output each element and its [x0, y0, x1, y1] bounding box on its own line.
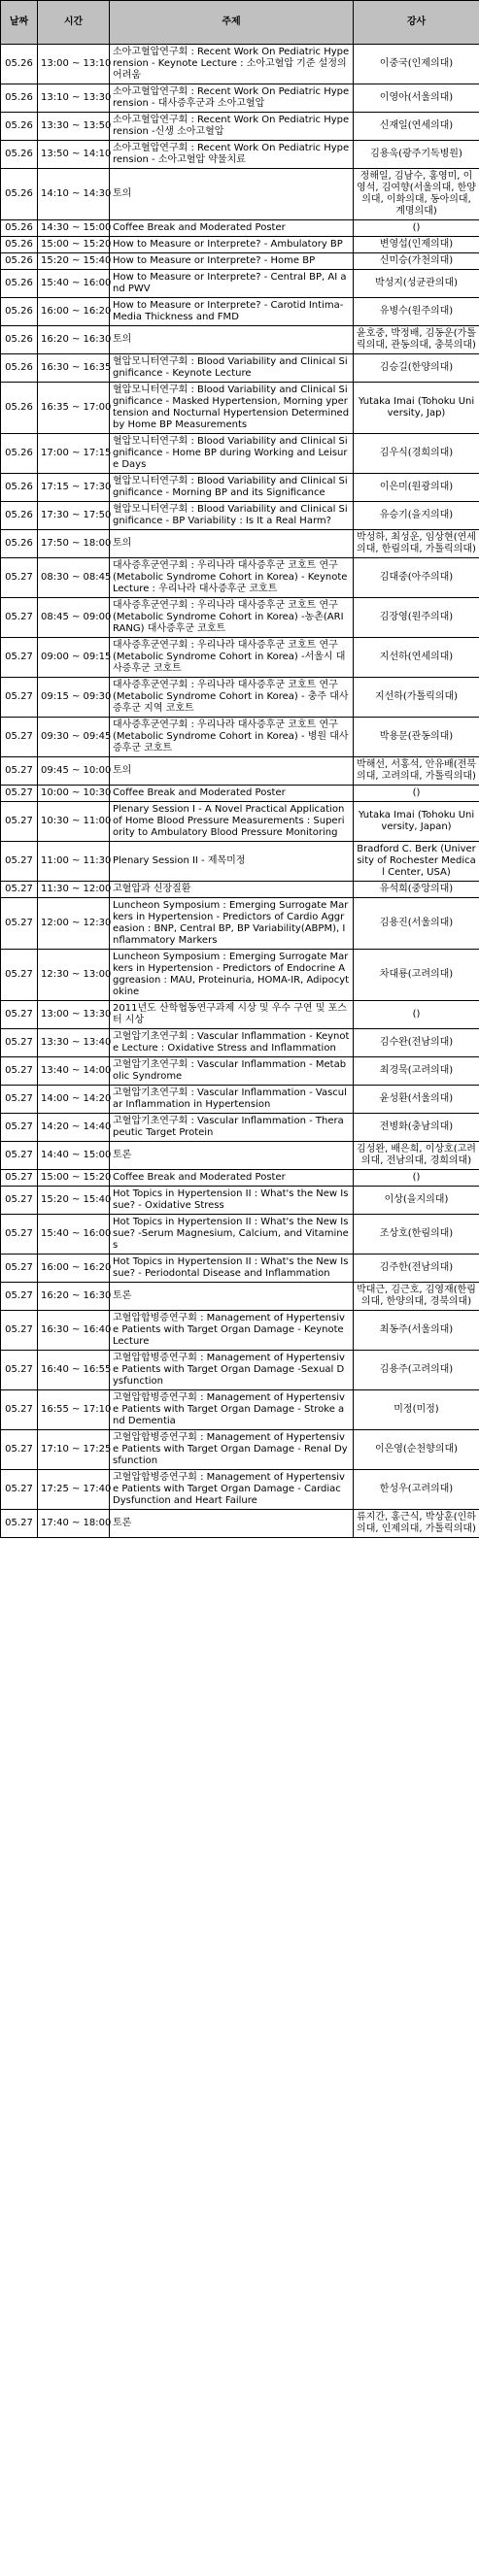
cell-date: 05.26 [1, 237, 38, 253]
table-row [1, 1430, 479, 1470]
cell-time: 16:20 ~ 16:30 [38, 326, 110, 354]
cell-time: 11:30 ~ 12:00 [38, 882, 110, 898]
cell-topic: Luncheon Symposium : Emerging Surrogate Markers in Hypertension - Predictors of Endocrine Aggreasion : MAU, Proteinuria, HOMA-IR, Adipocytokine [110, 950, 354, 1001]
table-row [1, 598, 479, 638]
cell-speaker: 신미승(가천의대) [354, 253, 479, 270]
cell-time: 13:30 ~ 13:50 [38, 113, 110, 141]
cell-speaker: Yutaka Imai (Tohoku University, Jap) [354, 383, 479, 434]
cell-date: 05.27 [1, 1114, 38, 1142]
cell-time: 11:00 ~ 11:30 [38, 842, 110, 882]
cell-speaker: 이은미(원광의대) [354, 474, 479, 502]
cell-speaker: 이영아(서울의대) [354, 84, 479, 113]
cell-time: 17:25 ~ 17:40 [38, 1470, 110, 1510]
table-row [1, 141, 479, 169]
cell-date: 05.27 [1, 1215, 38, 1255]
cell-date: 05.26 [1, 141, 38, 169]
cell-speaker: 박해선, 서홍석, 안유배(전북의대, 고려의대, 가톨릭의대) [354, 757, 479, 786]
cell-topic: Hot Topics in Hypertension II : What's the New Issue? - Periodontal Disease and Inflammation [110, 1255, 354, 1283]
cell-date: 05.27 [1, 1187, 38, 1215]
cell-topic: 혈압모니터연구회 : Blood Variability and Clinical Significance - Home BP during Working and Leisure Days [110, 434, 354, 474]
table-row [1, 169, 479, 220]
cell-date: 05.27 [1, 1390, 38, 1430]
cell-topic: 혈압모니터연구회 : Blood Variability and Clinical Significance - Morning BP and its Significance [110, 474, 354, 502]
cell-time: 13:30 ~ 13:40 [38, 1029, 110, 1057]
cell-topic: 토의 [110, 326, 354, 354]
table-row [1, 1029, 479, 1057]
cell-topic: 대사증후군연구회 : 우리나라 대사증후군 코호트 연구(Metabolic Syndrome Cohort in Korea) - 병원 대사증후군 코호트 [110, 718, 354, 757]
cell-time: 13:00 ~ 13:30 [38, 1001, 110, 1029]
table-row [1, 802, 479, 842]
cell-topic: 대사증후군연구회 : 우리나라 대사증후군 코호트 연구(Metabolic Syndrome Cohort in Korea) -농촌(ARIRANG) 대사증후군 코호트 [110, 598, 354, 638]
cell-date: 05.27 [1, 1142, 38, 1170]
cell-date: 05.26 [1, 354, 38, 383]
cell-date: 05.27 [1, 950, 38, 1001]
cell-topic: How to Measure or Interprete? - Carotid Intima-Media Thickness and FMD [110, 298, 354, 326]
cell-time: 09:30 ~ 09:45 [38, 718, 110, 757]
cell-time: 13:40 ~ 14:00 [38, 1057, 110, 1086]
cell-time: 16:00 ~ 16:20 [38, 298, 110, 326]
cell-topic: 토의 [110, 757, 354, 786]
table-row [1, 950, 479, 1001]
cell-time: 16:35 ~ 17:00 [38, 383, 110, 434]
cell-time: 08:45 ~ 09:00 [38, 598, 110, 638]
cell-speaker: 유석희(중앙의대) [354, 882, 479, 898]
table-row [1, 270, 479, 298]
cell-topic: 고혈압과 신장질환 [110, 882, 354, 898]
cell-speaker: 신재일(연세의대) [354, 113, 479, 141]
header-row [1, 1, 479, 45]
cell-date: 05.27 [1, 638, 38, 678]
cell-time: 14:00 ~ 14:20 [38, 1086, 110, 1114]
cell-time: 10:00 ~ 10:30 [38, 786, 110, 802]
cell-time: 12:00 ~ 12:30 [38, 898, 110, 950]
cell-topic: 고혈압기초연구회 : Vascular Inflammation - Keynote Lecture : Oxidative Stress and Inflammation [110, 1029, 354, 1057]
cell-topic: Coffee Break and Moderated Poster [110, 1170, 354, 1187]
cell-date: 05.27 [1, 786, 38, 802]
cell-speaker: 유병수(원주의대) [354, 298, 479, 326]
cell-time: 10:30 ~ 11:00 [38, 802, 110, 842]
table-row [1, 434, 479, 474]
cell-speaker: 김승길(한양의대) [354, 354, 479, 383]
cell-speaker: Yutaka Imai (Tohoku University, Japan) [354, 802, 479, 842]
cell-speaker: 한성우(고려의대) [354, 1470, 479, 1510]
cell-date: 05.26 [1, 270, 38, 298]
cell-speaker: 조상호(한림의대) [354, 1215, 479, 1255]
table-row [1, 502, 479, 530]
cell-date: 05.26 [1, 530, 38, 558]
cell-date: 05.27 [1, 1283, 38, 1311]
cell-speaker: 최동주(서울의대) [354, 1311, 479, 1351]
cell-date: 05.27 [1, 1086, 38, 1114]
table-row [1, 1215, 479, 1255]
cell-speaker: 정해일, 김남수, 홍영미, 이영석, 김여향(서울의대, 한양의대, 이화의대, 동아의대, 계명의대) [354, 169, 479, 220]
cell-time: 12:30 ~ 13:00 [38, 950, 110, 1001]
cell-time: 16:40 ~ 16:55 [38, 1351, 110, 1390]
table-row [1, 474, 479, 502]
table-row [1, 757, 479, 786]
cell-date: 05.27 [1, 678, 38, 718]
cell-date: 05.26 [1, 84, 38, 113]
table-row [1, 220, 479, 237]
header-topic: 주제 [110, 1, 354, 45]
cell-time: 16:20 ~ 16:30 [38, 1283, 110, 1311]
table-row [1, 354, 479, 383]
table-row [1, 1510, 479, 1538]
table-row [1, 678, 479, 718]
cell-time: 08:30 ~ 08:45 [38, 558, 110, 598]
cell-speaker: 차대룡(고려의대) [354, 950, 479, 1001]
cell-topic: Plenary Session II - 제목미정 [110, 842, 354, 882]
cell-speaker: () [354, 1001, 479, 1029]
cell-time: 14:20 ~ 14:40 [38, 1114, 110, 1142]
cell-date: 05.26 [1, 220, 38, 237]
cell-time: 17:50 ~ 18:00 [38, 530, 110, 558]
cell-speaker: 김장영(원주의대) [354, 598, 479, 638]
cell-speaker: 박용문(관동의대) [354, 718, 479, 757]
cell-topic: 소아고혈압연구회 : Recent Work On Pediatric Hyperension - Keynote Lecture : 소아고혈압 기준 설정의 어려움 [110, 45, 354, 84]
cell-speaker: 윤성환(서울의대) [354, 1086, 479, 1114]
cell-topic: 고혈압합병증연구회 : Management of Hypertensive Patients with Target Organ Damage -Sexual Dysfunction [110, 1351, 354, 1390]
cell-topic: How to Measure or Interprete? - Ambulatory BP [110, 237, 354, 253]
table-row [1, 1255, 479, 1283]
cell-topic: 고혈압기초연구회 : Vascular Inflammation - Metabolic Syndrome [110, 1057, 354, 1086]
cell-time: 17:10 ~ 17:25 [38, 1430, 110, 1470]
cell-speaker: 이중국(인제의대) [354, 45, 479, 84]
cell-topic: 고혈압합병증연구회 : Management of Hypertensive Patients with Target Organ Damage - Stroke and Dementia [110, 1390, 354, 1430]
cell-time: 15:20 ~ 15:40 [38, 253, 110, 270]
cell-speaker: Bradford C. Berk (University of Rochester Medical Center, USA) [354, 842, 479, 882]
cell-date: 05.27 [1, 1057, 38, 1086]
cell-topic: Hot Topics in Hypertension II : What's the New Issue? -Serum Magnesium, Calcium, and Vitamines [110, 1215, 354, 1255]
cell-date: 05.27 [1, 1311, 38, 1351]
cell-time: 09:00 ~ 09:15 [38, 638, 110, 678]
cell-topic: 혈압모니터연구회 : Blood Variability and Clinical Significance - Keynote Lecture [110, 354, 354, 383]
cell-speaker: () [354, 1170, 479, 1187]
cell-date: 05.27 [1, 1255, 38, 1283]
cell-date: 05.26 [1, 298, 38, 326]
table-row [1, 718, 479, 757]
cell-topic: 대사증후군연구회 : 우리나라 대사증후군 코호트 연구(Metabolic Syndrome Cohort in Korea) - Keynote Lecture : 우리나라 대사증후군 코호트 [110, 558, 354, 598]
cell-speaker: 이상(을지의대) [354, 1187, 479, 1215]
cell-time: 14:40 ~ 15:00 [38, 1142, 110, 1170]
cell-time: 17:15 ~ 17:30 [38, 474, 110, 502]
table-row [1, 298, 479, 326]
cell-time: 17:40 ~ 18:00 [38, 1510, 110, 1538]
table-row [1, 1390, 479, 1430]
cell-date: 05.26 [1, 383, 38, 434]
cell-topic: 대사증후군연구회 : 우리나라 대사증후군 코호트 연구(Metabolic Syndrome Cohort in Korea) -서울시 대사증후군 코호트 [110, 638, 354, 678]
cell-date: 05.27 [1, 882, 38, 898]
cell-time: 15:20 ~ 15:40 [38, 1187, 110, 1215]
table-body [1, 45, 479, 1538]
cell-topic: 고혈압합병증연구회 : Management of Hypertensive Patients with Target Organ Damage - Renal Dysfunction [110, 1430, 354, 1470]
header-time: 시간 [38, 1, 110, 45]
cell-topic: 토의 [110, 530, 354, 558]
table-row [1, 113, 479, 141]
table-row [1, 1086, 479, 1114]
table-row [1, 1001, 479, 1029]
table-row [1, 842, 479, 882]
cell-speaker: 김용욱(광주기독병원) [354, 141, 479, 169]
table-row [1, 1283, 479, 1311]
table-row [1, 1057, 479, 1086]
cell-speaker: 김수완(전남의대) [354, 1029, 479, 1057]
cell-speaker: 이은영(순천향의대) [354, 1430, 479, 1470]
cell-date: 05.27 [1, 1510, 38, 1538]
cell-time: 14:10 ~ 14:30 [38, 169, 110, 220]
cell-date: 05.27 [1, 757, 38, 786]
table-row [1, 326, 479, 354]
cell-topic: Luncheon Symposium : Emerging Surrogate Markers in Hypertension - Predictors of Cardio Aggreasion : BNP, Central BP, BP Variability(ABPM), Inflammatory Markers [110, 898, 354, 950]
table-row [1, 383, 479, 434]
cell-speaker: 지선하(가톨릭의대) [354, 678, 479, 718]
table-row [1, 1187, 479, 1215]
table-row [1, 898, 479, 950]
cell-time: 15:00 ~ 15:20 [38, 1170, 110, 1187]
cell-date: 05.27 [1, 1029, 38, 1057]
cell-topic: 토론 [110, 1510, 354, 1538]
cell-time: 09:45 ~ 10:00 [38, 757, 110, 786]
cell-topic: Hot Topics in Hypertension II : What's the New Issue? - Oxidative Stress [110, 1187, 354, 1215]
table-header [1, 1, 479, 45]
cell-date: 05.27 [1, 898, 38, 950]
cell-date: 05.27 [1, 598, 38, 638]
cell-topic: Coffee Break and Moderated Poster [110, 786, 354, 802]
cell-time: 15:40 ~ 16:00 [38, 270, 110, 298]
cell-time: 15:40 ~ 16:00 [38, 1215, 110, 1255]
cell-speaker: 김대중(아주의대) [354, 558, 479, 598]
table-row [1, 530, 479, 558]
cell-topic: Plenary Session I - A Novel Practical Application of Home Blood Pressure Measurements : Superiority to Ambulatory Blood Pressure Monitoring [110, 802, 354, 842]
cell-speaker: () [354, 220, 479, 237]
cell-time: 09:15 ~ 09:30 [38, 678, 110, 718]
table-row [1, 1170, 479, 1187]
cell-date: 05.27 [1, 1001, 38, 1029]
table-row [1, 253, 479, 270]
cell-speaker: 박성하, 최성운, 임상현(연세의대, 한림의대, 가톨릭의대) [354, 530, 479, 558]
cell-topic: 고혈압합병증연구회 : Management of Hypertensive Patients with Target Organ Damage - Cardiac Dysfunction and Heart Failure [110, 1470, 354, 1510]
cell-date: 05.27 [1, 802, 38, 842]
header-speaker: 강사 [354, 1, 479, 45]
table-row [1, 45, 479, 84]
table-row [1, 638, 479, 678]
cell-topic: 고혈압기초연구회 : Vascular Inflammation - Vascular Inflammation in Hypertension [110, 1086, 354, 1114]
header-date: 날짜 [1, 1, 38, 45]
table-row [1, 786, 479, 802]
cell-topic: How to Measure or Interprete? - Central BP, AI and PWV [110, 270, 354, 298]
cell-topic: 대사증후군연구회 : 우리나라 대사증후군 코호트 연구(Metabolic Syndrome Cohort in Korea) - 충주 대사증후군 지역 코호트 [110, 678, 354, 718]
cell-topic: Coffee Break and Moderated Poster [110, 220, 354, 237]
cell-time: 16:30 ~ 16:40 [38, 1311, 110, 1351]
cell-time: 17:30 ~ 17:50 [38, 502, 110, 530]
cell-topic: 토론 [110, 1142, 354, 1170]
cell-topic: 토론 [110, 1283, 354, 1311]
cell-speaker: 유승기(을지의대) [354, 502, 479, 530]
cell-speaker: 김주한(전남의대) [354, 1255, 479, 1283]
cell-date: 05.27 [1, 558, 38, 598]
cell-date: 05.27 [1, 1430, 38, 1470]
cell-topic: 혈압모니터연구회 : Blood Variability and Clinical Significance - BP Variability : Is It a Real Harm? [110, 502, 354, 530]
table-row [1, 558, 479, 598]
cell-speaker: 김용주(고려의대) [354, 1351, 479, 1390]
cell-topic: 2011년도 산학협동연구과제 시상 및 우수 구연 및 포스터 시상 [110, 1001, 354, 1029]
cell-speaker: 김용진(서울의대) [354, 898, 479, 950]
cell-speaker: 김우식(경희의대) [354, 434, 479, 474]
cell-speaker: 최경묵(고려의대) [354, 1057, 479, 1086]
cell-time: 13:50 ~ 14:10 [38, 141, 110, 169]
cell-topic: 고혈압기초연구회 : Vascular Inflammation - Therapeutic Target Protein [110, 1114, 354, 1142]
cell-speaker: () [354, 786, 479, 802]
cell-date: 05.27 [1, 1351, 38, 1390]
table-row [1, 1470, 479, 1510]
cell-topic: 소아고혈압연구회 : Recent Work On Pediatric Hyperension - 대사증후군과 소아고혈압 [110, 84, 354, 113]
cell-speaker: 전병화(충남의대) [354, 1114, 479, 1142]
cell-speaker: 변영섭(인제의대) [354, 237, 479, 253]
table-row [1, 1114, 479, 1142]
cell-speaker: 박성지(성균관의대) [354, 270, 479, 298]
cell-speaker: 지선하(연세의대) [354, 638, 479, 678]
cell-date: 05.26 [1, 326, 38, 354]
cell-date: 05.26 [1, 45, 38, 84]
table-row [1, 1351, 479, 1390]
cell-time: 16:00 ~ 16:20 [38, 1255, 110, 1283]
cell-date: 05.26 [1, 113, 38, 141]
cell-date: 05.26 [1, 502, 38, 530]
table-row [1, 882, 479, 898]
cell-speaker: 박대근, 김근호, 김영재(한림의대, 한양의대, 경북의대) [354, 1283, 479, 1311]
cell-date: 05.27 [1, 842, 38, 882]
cell-speaker: 윤호중, 박정배, 김동운(가톨릭의대, 관동의대, 충북의대) [354, 326, 479, 354]
cell-speaker: 김성완, 배은희, 이상호(고려의대, 전남의대, 경희의대) [354, 1142, 479, 1170]
cell-time: 16:55 ~ 17:10 [38, 1390, 110, 1430]
cell-date: 05.26 [1, 253, 38, 270]
cell-speaker: 류지간, 홍근식, 박상훈(인하의대, 인제의대, 가톨릭의대) [354, 1510, 479, 1538]
cell-topic: 혈압모니터연구회 : Blood Variability and Clinical Significance - Masked Hypertension, Morning ypertension and Nocturnal Hypertension Determined by Home BP Measurements [110, 383, 354, 434]
cell-topic: 소아고혈압연구회 : Recent Work On Pediatric Hyperension - 소아고혈압 약물치료 [110, 141, 354, 169]
cell-date: 05.27 [1, 718, 38, 757]
cell-date: 05.26 [1, 434, 38, 474]
cell-time: 14:30 ~ 15:00 [38, 220, 110, 237]
cell-time: 13:10 ~ 13:30 [38, 84, 110, 113]
cell-speaker: 미정(미정) [354, 1390, 479, 1430]
cell-time: 16:30 ~ 16:35 [38, 354, 110, 383]
cell-date: 05.27 [1, 1170, 38, 1187]
cell-date: 05.27 [1, 1470, 38, 1510]
cell-time: 13:00 ~ 13:10 [38, 45, 110, 84]
cell-time: 15:00 ~ 15:20 [38, 237, 110, 253]
cell-topic: How to Measure or Interprete? - Home BP [110, 253, 354, 270]
table-row [1, 237, 479, 253]
cell-topic: 고혈압합병증연구회 : Management of Hypertensive Patients with Target Organ Damage - Keynote Lecture [110, 1311, 354, 1351]
cell-topic: 소아고혈압연구회 : Recent Work On Pediatric Hyperension -신생 소아고혈압 [110, 113, 354, 141]
table-row [1, 1311, 479, 1351]
cell-date: 05.26 [1, 169, 38, 220]
cell-time: 17:00 ~ 17:15 [38, 434, 110, 474]
cell-topic: 토의 [110, 169, 354, 220]
cell-date: 05.26 [1, 474, 38, 502]
table-row [1, 1142, 479, 1170]
table-row [1, 84, 479, 113]
